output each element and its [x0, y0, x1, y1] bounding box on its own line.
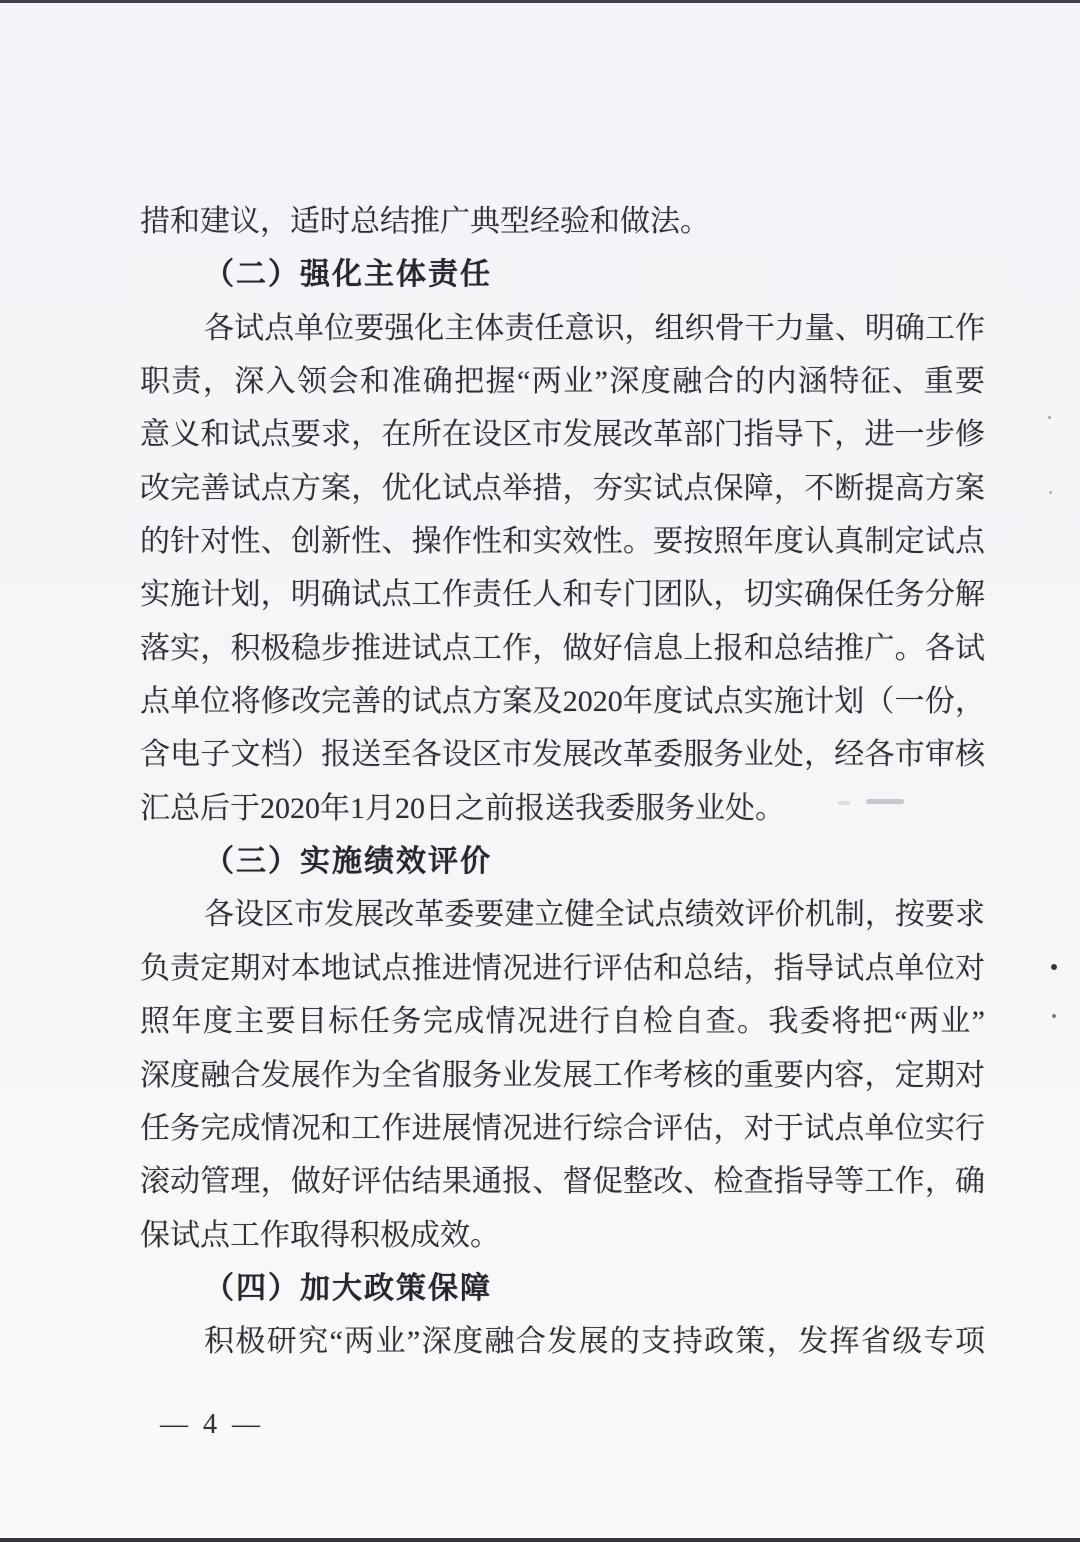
- document-line: 深度融合发展作为全省服务业发展工作考核的重要内容，定期对: [140, 1058, 985, 1092]
- document-line: 保试点工作取得积极成效。: [140, 1218, 500, 1252]
- scan-speck: [1051, 964, 1057, 970]
- scan-speck: [1048, 416, 1051, 419]
- document-line: 任务完成情况和工作进展情况进行综合评估，对于试点单位实行: [140, 1111, 985, 1145]
- scan-speck: [1049, 491, 1052, 494]
- document-line: 措和建议，适时总结推广典型经验和做法。: [140, 205, 710, 238]
- document-line: 含电子文档）报送至各设区市发展改革委服务业处，经各市审核: [140, 738, 985, 772]
- document-line: 改完善试点方案，优化试点举措，夯实试点保障，不断提高方案: [140, 471, 985, 505]
- scan-smudge: [866, 799, 904, 804]
- scan-edge-top: [0, 0, 1080, 3]
- document-line: 的针对性、创新性、操作性和实效性。要按照年度认真制定试点: [140, 525, 985, 559]
- document-line: 负责定期对本地试点推进情况进行评估和总结，指导试点单位对: [140, 951, 985, 985]
- page-number: — 4 —: [160, 1409, 264, 1440]
- document-line: 职责，深入领会和准确把握“两业”深度融合的内涵特征、重要: [140, 365, 985, 399]
- document-line: 汇总后于2020年1月20日之前报送我委服务业处。: [140, 791, 785, 825]
- document-body: [140, 195, 985, 1369]
- document-line: 意义和试点要求，在所在设区市发展改革部门指导下，进一步修: [140, 418, 985, 452]
- document-line: 各试点单位要强化主体责任意识，组织骨干力量、明确工作: [204, 311, 985, 345]
- section-heading: （二）强化主体责任: [204, 258, 492, 292]
- document-line: 各设区市发展改革委要建立健全试点绩效评价机制，按要求: [204, 898, 985, 932]
- scan-edge-bottom: [0, 1538, 1080, 1542]
- document-line: 实施计划，明确试点工作责任人和专门团队，切实确保任务分解: [140, 578, 985, 612]
- document-line: 照年度主要目标任务完成情况进行自检自查。我委将把“两业”: [140, 1005, 985, 1039]
- document-line: 积极研究“两业”深度融合发展的支持政策，发挥省级专项: [204, 1325, 985, 1359]
- document-line: 滚动管理，做好评估结果通报、督促整改、检查指导等工作，确: [140, 1165, 985, 1199]
- scan-smudge: [838, 801, 850, 805]
- document-line: 点单位将修改完善的试点方案及2020年度试点实施计划（一份，: [140, 685, 985, 719]
- section-heading: （四）加大政策保障: [204, 1271, 492, 1305]
- section-heading: （三）实施绩效评价: [204, 845, 492, 879]
- document-line: 落实，积极稳步推进试点工作，做好信息上报和总结推广。各试: [140, 631, 985, 665]
- scan-speck: [1052, 1014, 1056, 1018]
